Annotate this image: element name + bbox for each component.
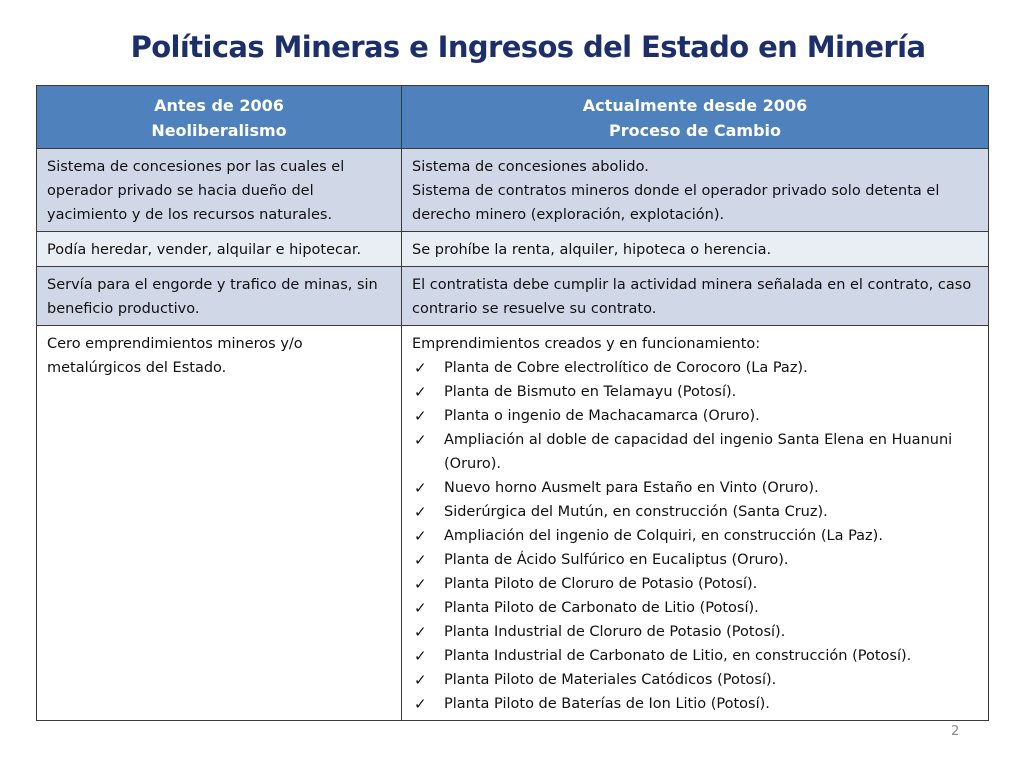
- checkmark-icon: ✓: [414, 527, 427, 545]
- list-item: [412, 500, 980, 524]
- list-item: [412, 476, 980, 500]
- list-item-label: Planta Piloto de Materiales Catódicos (Potosí).: [444, 672, 777, 688]
- list-item: [412, 692, 980, 716]
- list-item: [412, 644, 980, 668]
- list-item-label: Planta de Ácido Sulfúrico en Eucaliptus (Oruro).: [444, 552, 789, 568]
- table-row: [37, 149, 989, 232]
- list-item: [412, 572, 980, 596]
- cell-now: [402, 326, 989, 721]
- header-before-2006: [37, 86, 402, 149]
- list-item: [412, 380, 980, 404]
- table-row: [37, 232, 989, 267]
- cell-text: Sistema de concesiones por las cuales el operador privado se hacia dueño del yacimiento y de los recursos naturales.: [47, 159, 345, 223]
- list-item-label: Ampliación del ingenio de Colquiri, en construcción (La Paz).: [444, 528, 883, 544]
- checkmark-icon: ✓: [414, 359, 427, 377]
- cell-now: [402, 232, 989, 267]
- checkmark-icon: ✓: [414, 551, 427, 569]
- list-item: [412, 668, 980, 692]
- page-number: 2: [951, 724, 960, 739]
- list-item-label: Planta Industrial de Carbonato de Litio, en construcción (Potosí).: [444, 648, 912, 664]
- list-item: [412, 356, 980, 380]
- cell-before: [37, 267, 402, 326]
- cell-text: El contratista debe cumplir la actividad minera señalada en el contrato, caso contrario se resuelve su contrato.: [412, 277, 972, 317]
- slide-title: Políticas Mineras e Ingresos del Estado en Minería: [130, 30, 926, 64]
- cell-before: [37, 232, 402, 267]
- list-item-label: Planta de Bismuto en Telamayu (Potosí).: [444, 384, 737, 400]
- list-item-label: Nuevo horno Ausmelt para Estaño en Vinto (Oruro).: [444, 480, 819, 496]
- list-item-label: Ampliación al doble de capacidad del ingenio Santa Elena en Huanuni (Oruro).: [444, 432, 953, 472]
- header-now-line1: Actualmente desde 2006: [582, 96, 808, 115]
- checkmark-icon: ✓: [414, 671, 427, 689]
- list-item-label: Planta de Cobre electrolítico de Corocoro (La Paz).: [444, 360, 808, 376]
- list-item: [412, 596, 980, 620]
- list-item: [412, 428, 980, 476]
- policy-comparison-table: [36, 85, 989, 721]
- cell-now: [402, 267, 989, 326]
- cell-before: [37, 149, 402, 232]
- ventures-list: [412, 356, 980, 716]
- cell-text: Podía heredar, vender, alquilar e hipotecar.: [47, 242, 362, 258]
- table-row: [37, 267, 989, 326]
- checkmark-icon: ✓: [414, 623, 427, 641]
- cell-intro-text: Emprendimientos creados y en funcionamiento:: [412, 336, 761, 352]
- list-item: [412, 404, 980, 428]
- list-item: [412, 620, 980, 644]
- cell-text: Sistema de contratos mineros donde el operador privado solo detenta el derecho minero (exploración, explotación).: [412, 183, 940, 223]
- list-item-label: Siderúrgica del Mutún, en construcción (Santa Cruz).: [444, 504, 828, 520]
- checkmark-icon: ✓: [414, 407, 427, 425]
- list-item: [412, 524, 980, 548]
- header-before-line1: Antes de 2006: [154, 96, 284, 115]
- header-now-line2: Proceso de Cambio: [608, 121, 782, 140]
- list-item: [412, 548, 980, 572]
- checkmark-icon: ✓: [414, 431, 427, 449]
- list-item-label: Planta Piloto de Cloruro de Potasio (Potosí).: [444, 576, 758, 592]
- cell-text: Se prohíbe la renta, alquiler, hipoteca o herencia.: [412, 242, 772, 258]
- checkmark-icon: ✓: [414, 383, 427, 401]
- list-item-label: Planta Piloto de Baterías de Ion Litio (Potosí).: [444, 696, 770, 712]
- checkmark-icon: ✓: [414, 599, 427, 617]
- checkmark-icon: ✓: [414, 647, 427, 665]
- list-item-label: Planta Piloto de Carbonato de Litio (Potosí).: [444, 600, 759, 616]
- table-header-row: [37, 86, 989, 149]
- cell-text: Cero emprendimientos mineros y/o metalúrgicos del Estado.: [47, 336, 303, 376]
- checkmark-icon: ✓: [414, 575, 427, 593]
- cell-text: Servía para el engorde y trafico de minas, sin beneficio productivo.: [47, 277, 378, 317]
- list-item-label: Planta o ingenio de Machacamarca (Oruro).: [444, 408, 760, 424]
- checkmark-icon: ✓: [414, 479, 427, 497]
- table-row: [37, 326, 989, 721]
- cell-before: [37, 326, 402, 721]
- header-since-2006: [402, 86, 989, 149]
- checkmark-icon: ✓: [414, 695, 427, 713]
- list-item-label: Planta Industrial de Cloruro de Potasio (Potosí).: [444, 624, 786, 640]
- cell-text: Sistema de concesiones abolido.: [412, 159, 649, 175]
- cell-now: [402, 149, 989, 232]
- header-before-line2: Neoliberalismo: [151, 121, 287, 140]
- checkmark-icon: ✓: [414, 503, 427, 521]
